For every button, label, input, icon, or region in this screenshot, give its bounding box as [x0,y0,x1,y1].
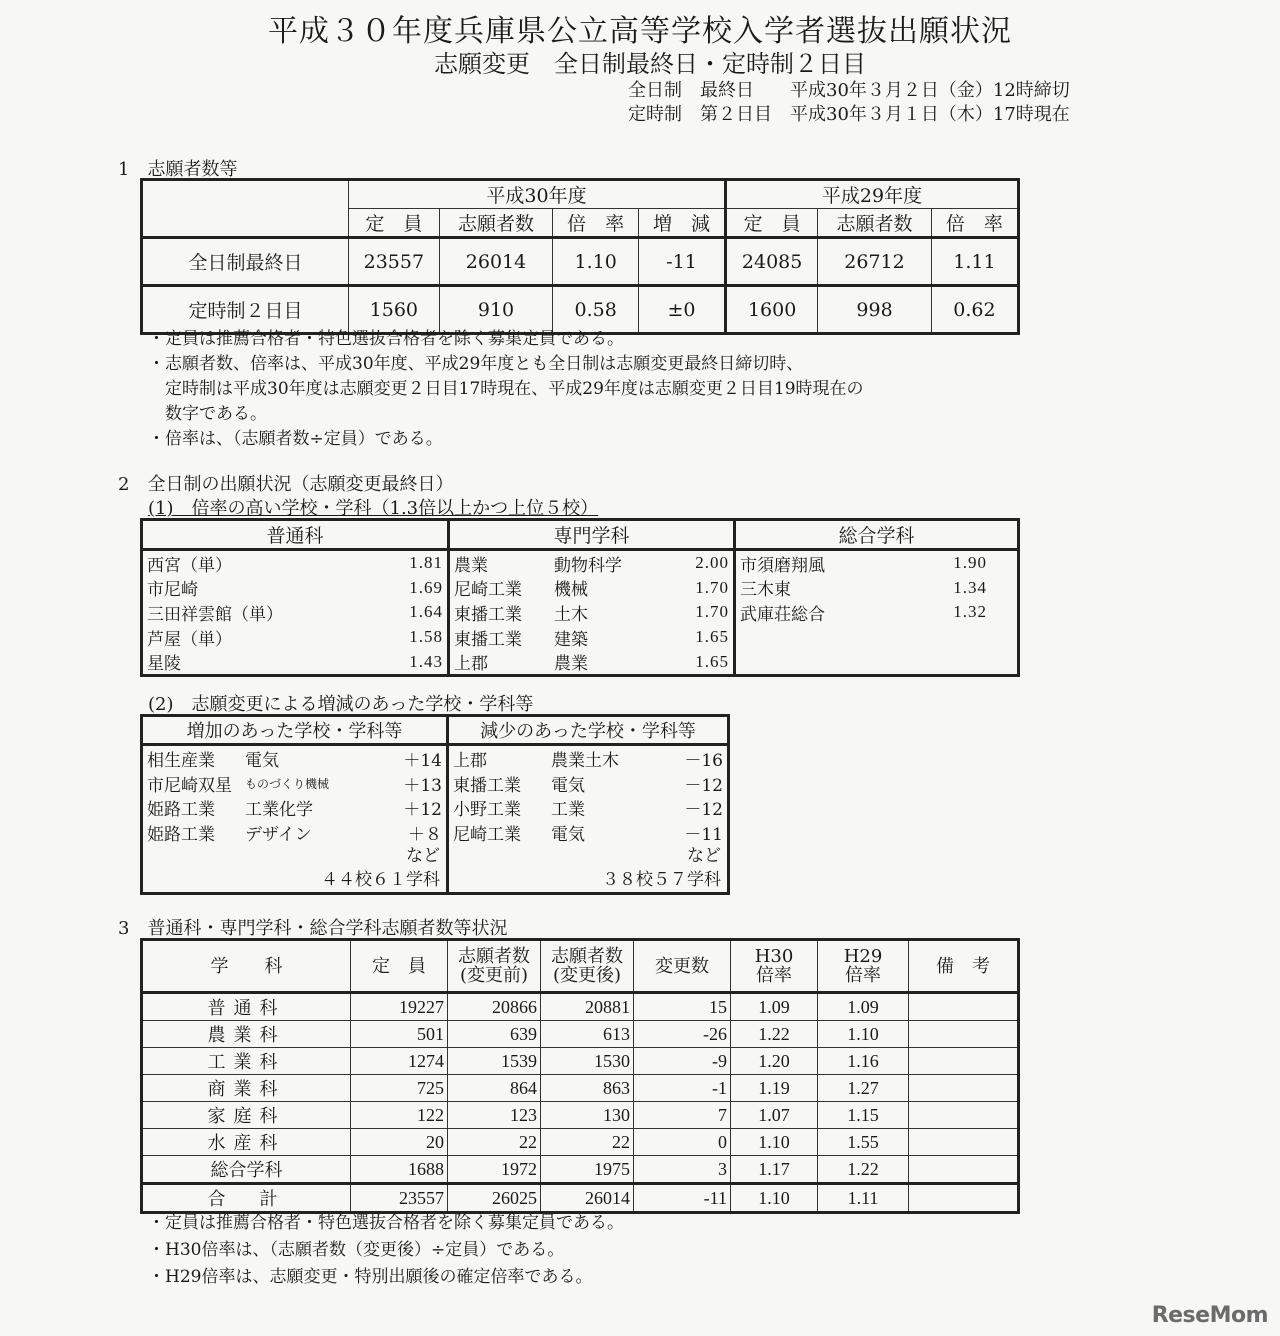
comprehensive-list [735,550,1019,676]
list-item: 上郡 農業 1.65 [454,651,729,675]
col-header: 備 考 [909,940,1019,993]
date-line-fulltime: 全日制 最終日 平成30年３月２日（金）12時締切 [628,80,1070,101]
list-item: 尼崎工業 電気 －11 [453,824,723,845]
cell: 1.11 [931,238,1018,286]
list-item: 小野工業 工業 －12 [453,800,723,820]
etc-label: など [687,846,721,866]
list-item: 武庫荘総合 1.32 [740,602,987,625]
list-item: 芦屋（単） 1.58 [147,627,443,650]
col-header: 増 減 [638,209,725,238]
row-label: 全日制最終日 [142,238,349,286]
col-header-decrease: 減少のあった学校・学科等 [448,716,729,745]
table-row: 商業科 725 864 863 -1 1.19 1.27 [142,1075,1019,1102]
note: ・定員は推薦合格者・特色選抜合格者を除く募集定員である。 [148,1213,624,1233]
col-header-general: 普通科 [142,520,449,550]
high-ratio-table [140,518,1020,677]
cell: 1.10 [553,238,639,286]
document-subtitle: 志願変更 全日制最終日・定時制２日目 [434,50,866,78]
note: ・H29倍率は、志願変更・特別出願後の確定倍率である。 [148,1267,593,1287]
note: ・倍率は、（志願者数÷定員）である。 [148,429,443,449]
col-header: 志願者数 [439,209,553,238]
change-table [140,714,730,895]
list-item: 三木東 1.34 [740,577,987,601]
section3-heading: 3 普通科・専門学科・総合学科志願者数等状況 [118,918,508,939]
list-item: 東播工業 土木 1.70 [454,602,729,625]
section2-2-heading: (2) 志願変更による増減のあった学校・学科等 [148,694,534,715]
list-item: 西宮（単） 1.81 [147,553,443,576]
col-header: 志願者数 (変更前) [448,940,541,993]
note: ・志願者数、倍率は、平成30年度、平成29年度とも全日制は志願変更最終日締切時、 [148,354,804,374]
list-item: 上郡 農業土木 －16 [453,751,723,771]
col-header: H30 倍率 [731,940,818,993]
col-header: 定 員 [349,209,440,238]
etc-label: など [406,846,440,866]
list-item: 市尼崎 1.69 [147,577,443,601]
col-header: 倍 率 [931,209,1018,238]
list-item: 東播工業 建築 1.65 [454,627,729,650]
list-item: 尼崎工業 機械 1.70 [454,577,729,601]
cell: 26712 [818,238,932,286]
col-header: 倍 率 [553,209,639,238]
summary-count: ３８校５７学科 [602,870,721,890]
decrease-list [448,745,729,894]
col-header: 変更数 [634,940,731,993]
document-title: 平成３０年度兵庫県公立高等学校入学者選抜出願状況 [268,14,1012,49]
table-row: 総合学科 1688 1972 1975 3 1.17 1.22 [142,1156,1019,1184]
department-table [140,938,1020,1214]
list-item: 相生産業 電気 ＋14 [147,751,442,771]
note: ・H30倍率は、（志願者数（変更後）÷定員）である。 [148,1240,565,1260]
cell: 1600 [726,286,818,334]
list-item: 市尼崎双星 ものづくり機械 ＋13 [147,775,442,796]
col-header: 志願者数 (変更後) [541,940,634,993]
cell: 24085 [726,238,818,286]
resemom-logo: ReseMom [1151,1303,1268,1328]
list-item: 姫路工業 工業化学 ＋12 [147,800,442,820]
col-header-specialized: 専門学科 [449,520,735,550]
list-item: 三田祥雲館（単） 1.64 [147,602,443,625]
cell: 998 [818,286,932,334]
col-header-comprehensive: 総合学科 [735,520,1019,550]
list-item: 東播工業 電気 －12 [453,775,723,796]
row-label: 定時制２日目 [142,286,349,334]
section2-1-heading: (1) 倍率の高い学校・学科（1.3倍以上かつ上位５校） [148,498,599,519]
table-row: 家庭科 122 123 130 7 1.07 1.15 [142,1102,1019,1129]
section2-heading: 2 全日制の出願状況（志願変更最終日） [118,474,454,495]
cell: 0.62 [931,286,1018,334]
note: 定時制は平成30年度は志願変更２日目17時現在、平成29年度は志願変更２日目19時現在の [148,379,864,399]
increase-list [142,745,448,894]
applicants-summary-table [140,178,1020,335]
general-list [142,550,449,676]
col-header: 定 員 [726,209,818,238]
year-header-h29: 平成29年度 [726,180,1019,209]
date-line-parttime: 定時制 第２日目 平成30年３月１日（木）17時現在 [628,104,1070,125]
cell: 1560 [349,286,440,334]
cell: 910 [439,286,553,334]
table-row: 工業科 1274 1539 1530 -9 1.20 1.16 [142,1048,1019,1075]
table-row: 農業科 501 639 613 -26 1.22 1.10 [142,1021,1019,1048]
note: ・定員は推薦合格者・特色選抜合格者を除く募集定員である。 [148,329,624,349]
cell: -11 [638,238,725,286]
table-row [142,238,1019,286]
cell: 26014 [439,238,553,286]
list-item: 星陵 1.43 [147,651,443,675]
col-header: 学 科 [142,940,351,993]
year-header-h30: 平成30年度 [349,180,726,209]
cell: ±0 [638,286,725,334]
specialized-list [449,550,735,676]
note: 数字である。 [148,404,267,424]
col-header: 定 員 [351,940,448,993]
cell: 23557 [349,238,440,286]
blank-header-cell [142,180,349,238]
col-header-increase: 増加のあった学校・学科等 [142,716,448,745]
cell: 0.58 [553,286,639,334]
total-row: 合 計 23557 26025 26014 -11 1.10 1.11 [142,1184,1019,1213]
col-header: 志願者数 [818,209,932,238]
col-header: H29 倍率 [818,940,909,993]
summary-count: ４４校６１学科 [321,870,440,890]
section1-heading: 1 志願者数等 [118,159,238,180]
list-item: 市須磨翔風 1.90 [740,553,987,576]
table-row: 水産科 20 22 22 0 1.10 1.55 [142,1129,1019,1156]
list-item: 姫路工業 デザイン ＋８ [147,824,442,845]
list-item: 農業 動物科学 2.00 [454,553,729,576]
table-row: 普通科 19227 20866 20881 15 1.09 1.09 [142,993,1019,1021]
